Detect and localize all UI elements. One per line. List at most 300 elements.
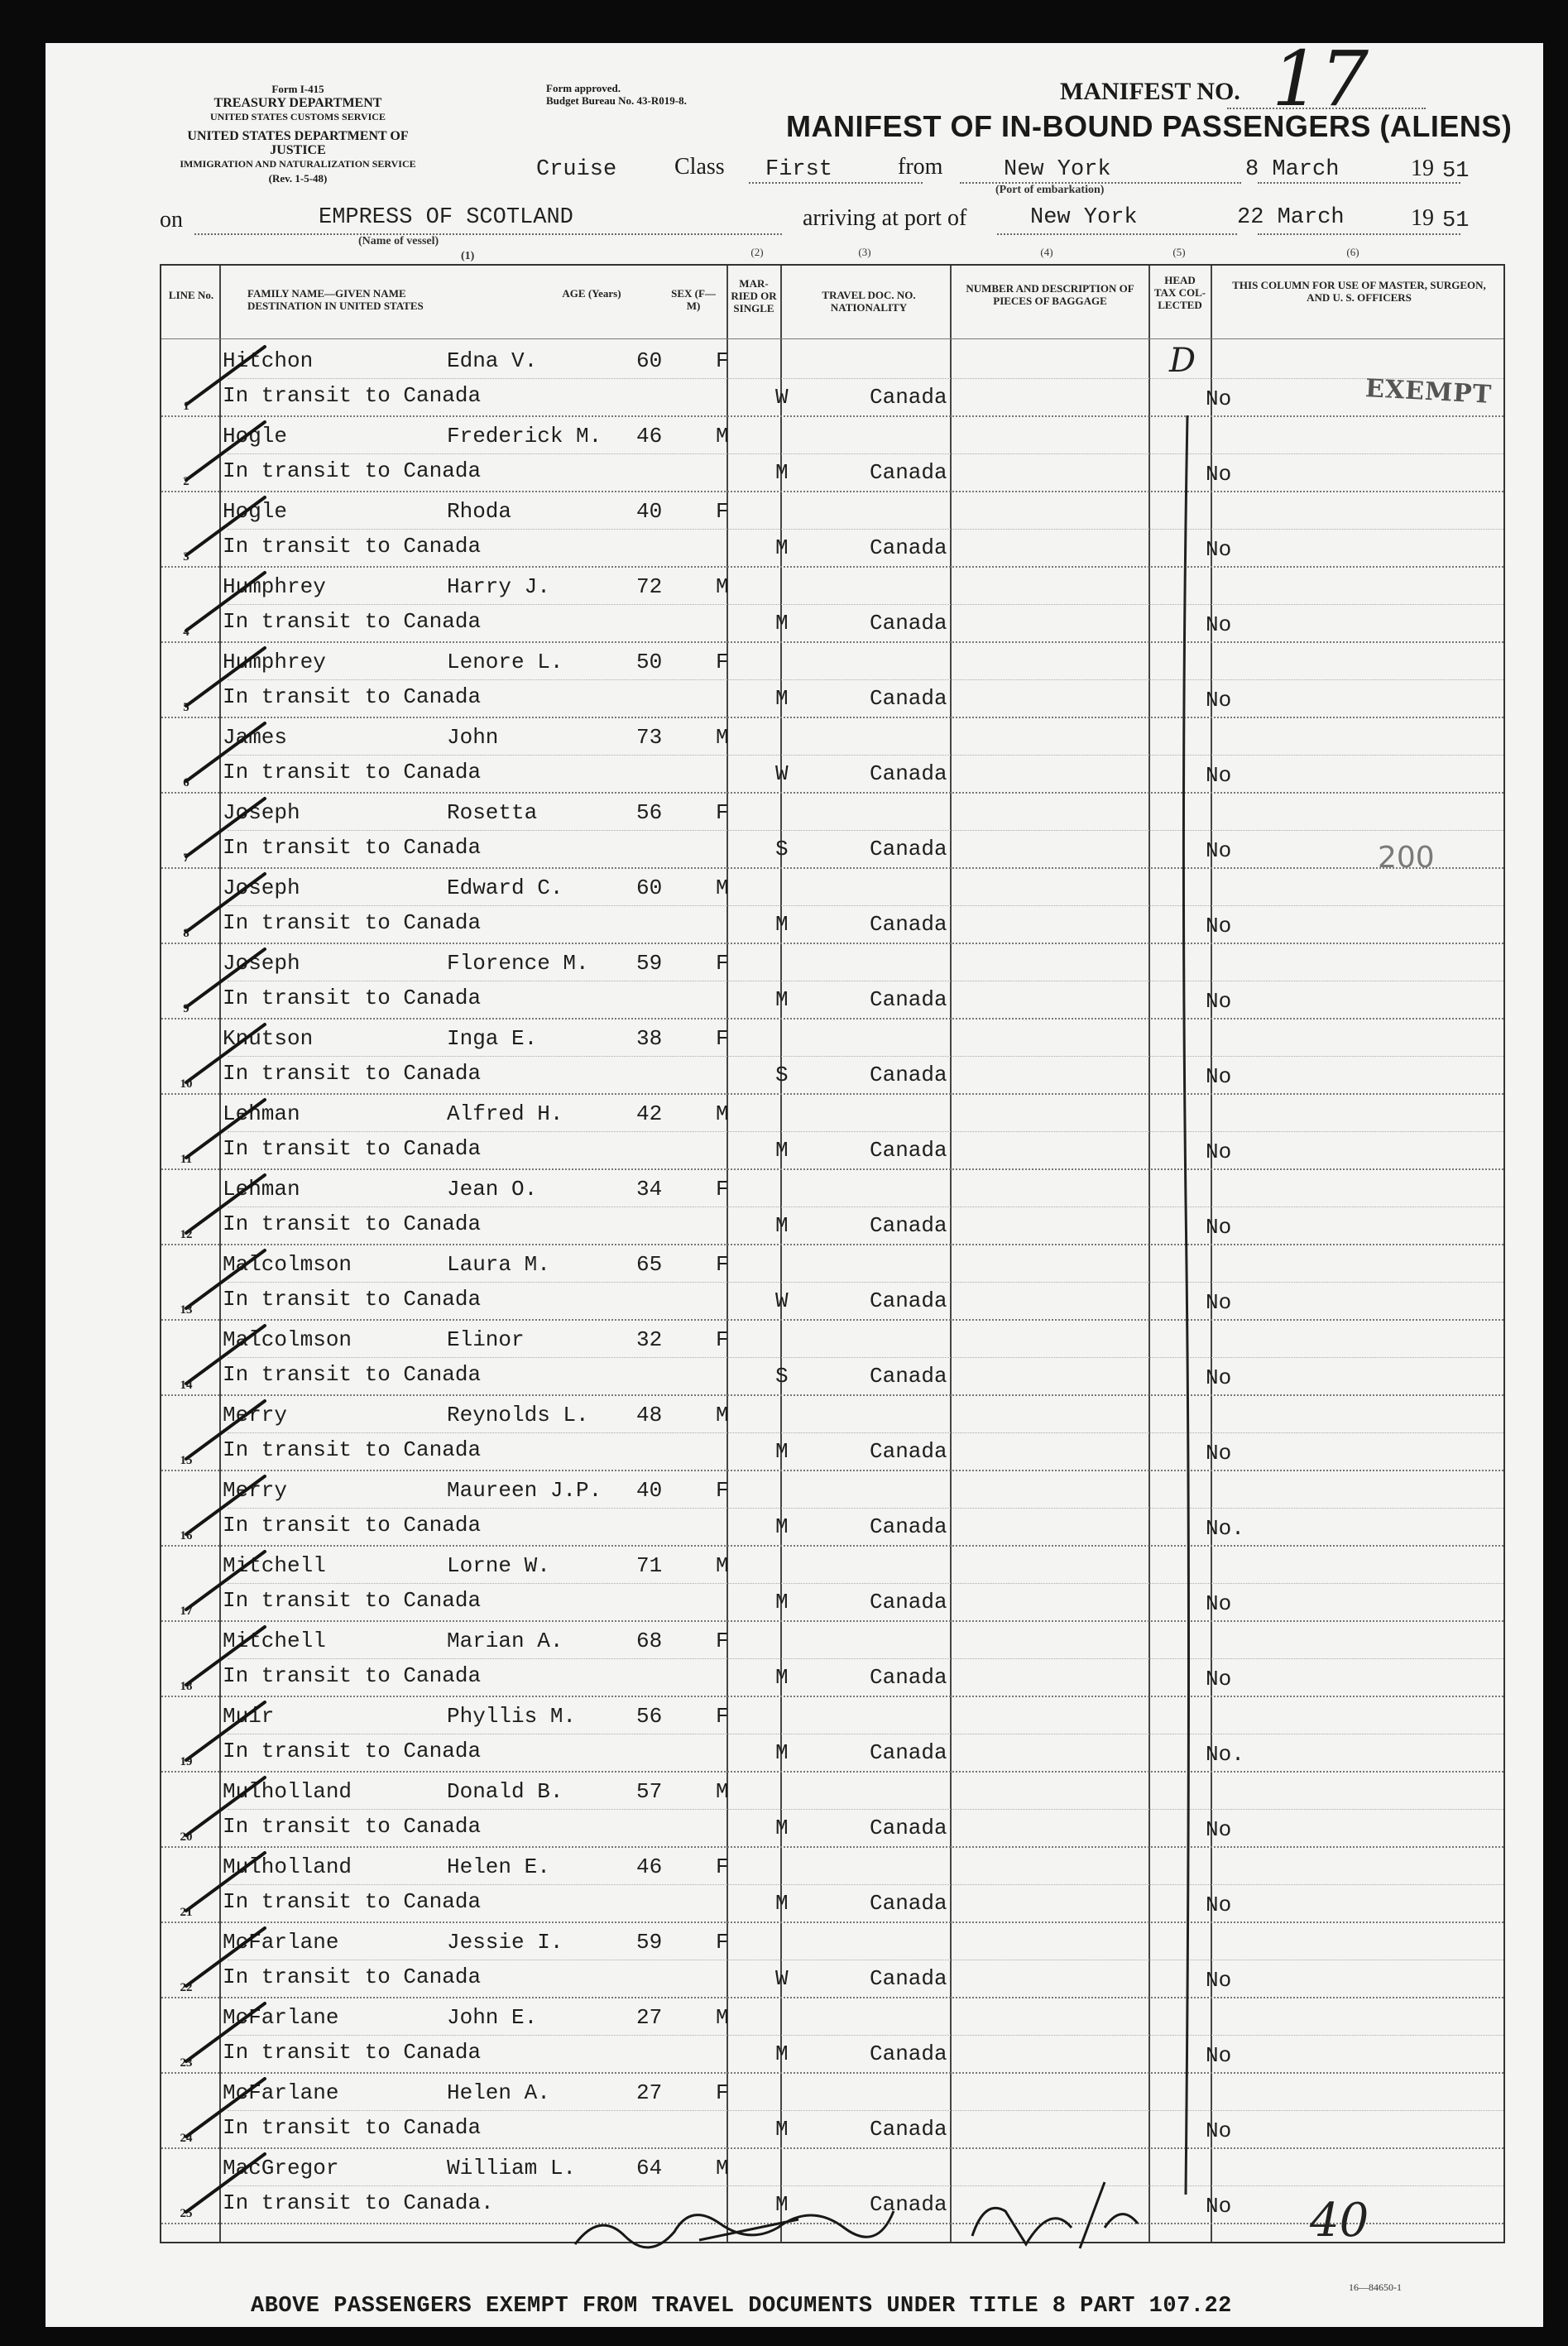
passenger-destination: In transit to Canada xyxy=(223,1588,482,1613)
passenger-given-name: Florence M. xyxy=(447,951,589,976)
passenger-sex: F xyxy=(716,1629,729,1653)
column-header-travel-doc: TRAVEL DOC. NO. NATIONALITY xyxy=(822,289,916,314)
passenger-nationality: Canada xyxy=(870,1138,947,1163)
passenger-given-name: Maureen J.P. xyxy=(447,1478,602,1503)
column-number-1: (1) xyxy=(461,250,475,262)
passenger-age: 56 xyxy=(636,800,663,825)
table-row xyxy=(161,568,1503,643)
passenger-family-name: Mitchell xyxy=(223,1629,326,1653)
arriving-label: arriving at port of xyxy=(803,205,967,231)
column-header-sex: SEX (F—M) xyxy=(671,287,716,312)
passenger-nationality: Canada xyxy=(870,1740,947,1765)
passenger-family-name: McFarlane xyxy=(223,2005,339,2030)
table-row xyxy=(161,718,1503,794)
passenger-age: 46 xyxy=(636,1854,663,1879)
table-row xyxy=(161,1471,1503,1547)
departure-date: 8 March xyxy=(1245,157,1340,182)
passenger-head-tax: No xyxy=(1206,1365,1232,1390)
passenger-given-name: William L. xyxy=(447,2156,577,2180)
passenger-marital-status: M xyxy=(775,686,789,711)
passenger-marital-status: M xyxy=(775,1665,789,1690)
passenger-given-name: Alfred H. xyxy=(447,1101,563,1126)
line-number: 20 xyxy=(180,1830,193,1844)
passenger-given-name: John xyxy=(447,725,499,750)
passenger-marital-status: M xyxy=(775,1590,789,1614)
passenger-destination: In transit to Canada xyxy=(223,1965,482,1989)
passenger-age: 71 xyxy=(636,1553,663,1578)
passenger-family-name: Mitchell xyxy=(223,1553,326,1578)
passenger-head-tax: No xyxy=(1206,2194,1232,2219)
passenger-head-tax: No xyxy=(1206,1591,1232,1616)
passenger-given-name: Laura M. xyxy=(447,1252,550,1277)
passenger-head-tax: No xyxy=(1206,1893,1232,1917)
passenger-age: 68 xyxy=(636,1629,663,1653)
table-row xyxy=(161,492,1503,568)
table-row xyxy=(161,1773,1503,1848)
passenger-destination: In transit to Canada xyxy=(223,1211,482,1236)
passenger-marital-status: S xyxy=(775,1364,789,1389)
arrival-year-prefix: 19 xyxy=(1411,205,1434,231)
passenger-sex: M xyxy=(716,725,729,750)
passenger-sex: F xyxy=(716,1026,729,1051)
passenger-marital-status: M xyxy=(775,1816,789,1840)
passenger-age: 40 xyxy=(636,1478,663,1503)
line-number: 15 xyxy=(180,1454,193,1467)
passenger-family-name: Malcolmson xyxy=(223,1327,352,1352)
passenger-marital-status: S xyxy=(775,1063,789,1087)
passenger-nationality: Canada xyxy=(870,611,947,636)
passenger-given-name: Lorne W. xyxy=(447,1553,550,1578)
line-number: 3 xyxy=(183,550,189,564)
passenger-destination: In transit to Canada xyxy=(223,1889,482,1914)
passenger-head-tax: No xyxy=(1206,1441,1232,1466)
passenger-age: 40 xyxy=(636,499,663,524)
passenger-sex: F xyxy=(716,348,729,373)
passenger-marital-status: M xyxy=(775,2117,789,2142)
line-number: 17 xyxy=(180,1605,193,1618)
passenger-sex: F xyxy=(716,2080,729,2105)
line-number: 16 xyxy=(180,1529,193,1542)
table-row xyxy=(161,1321,1503,1396)
passenger-nationality: Canada xyxy=(870,385,947,410)
form-approved: Form approved. xyxy=(546,82,621,94)
on-label: on xyxy=(160,207,183,233)
passenger-marital-status: M xyxy=(775,2041,789,2066)
passenger-age: 59 xyxy=(636,951,663,976)
passenger-destination: In transit to Canada xyxy=(223,910,482,935)
passenger-nationality: Canada xyxy=(870,535,947,560)
arrival-date: 22 March xyxy=(1237,205,1345,230)
passenger-destination: In transit to Canada xyxy=(223,1814,482,1839)
table-row xyxy=(161,1019,1503,1095)
passenger-age: 34 xyxy=(636,1177,663,1202)
cruise-label: Cruise xyxy=(536,157,617,182)
line-number: 10 xyxy=(180,1077,193,1091)
passenger-age: 59 xyxy=(636,1930,663,1955)
passenger-nationality: Canada xyxy=(870,1816,947,1840)
table-row xyxy=(161,643,1503,718)
passenger-given-name: Marian A. xyxy=(447,1629,563,1653)
passenger-sex: F xyxy=(716,1478,729,1503)
passenger-age: 56 xyxy=(636,1704,663,1729)
passenger-head-tax: No xyxy=(1206,2118,1232,2143)
line-number: 14 xyxy=(180,1379,193,1392)
port-of-embarkation: New York xyxy=(1004,157,1111,182)
passenger-nationality: Canada xyxy=(870,1665,947,1690)
passenger-destination: In transit to Canada xyxy=(223,2040,482,2065)
passenger-given-name: Elinor xyxy=(447,1327,525,1352)
passenger-nationality: Canada xyxy=(870,2117,947,2142)
approval-block xyxy=(546,82,687,107)
passenger-destination: In transit to Canada xyxy=(223,1287,482,1312)
passenger-age: 48 xyxy=(636,1403,663,1427)
passenger-given-name: Rosetta xyxy=(447,800,538,825)
passenger-nationality: Canada xyxy=(870,1966,947,1991)
ins-service: IMMIGRATION AND NATURALIZATION SERVICE xyxy=(180,158,416,170)
passenger-family-name: Lehman xyxy=(223,1177,300,1202)
passenger-marital-status: M xyxy=(775,1213,789,1238)
manifest-no-label: MANIFEST NO. xyxy=(1060,78,1240,105)
passenger-destination: In transit to Canada xyxy=(223,458,482,483)
passenger-destination: In transit to Canada xyxy=(223,1513,482,1538)
passenger-destination: In transit to Canada xyxy=(223,383,482,408)
passenger-given-name: Frederick M. xyxy=(447,424,602,449)
passenger-sex: F xyxy=(716,1177,729,1202)
passenger-age: 60 xyxy=(636,348,663,373)
passenger-nationality: Canada xyxy=(870,2192,947,2217)
passenger-family-name: Humphrey xyxy=(223,574,326,599)
column-number-4: (4) xyxy=(1040,246,1053,258)
passenger-destination: In transit to Canada xyxy=(223,1663,482,1688)
line-number: 22 xyxy=(180,1981,193,1994)
table-row xyxy=(161,1245,1503,1321)
passenger-age: 46 xyxy=(636,424,663,449)
column-header-name: FAMILY NAME—GIVEN NAME DESTINATION IN UNITED STATES xyxy=(247,287,424,312)
passenger-marital-status: M xyxy=(775,1439,789,1464)
passenger-head-tax: No xyxy=(1206,612,1232,637)
passenger-destination: In transit to Canada xyxy=(223,1362,482,1387)
passenger-given-name: Helen A. xyxy=(447,2080,550,2105)
passenger-destination: In transit to Canada xyxy=(223,609,482,634)
passenger-family-name: Malcolmson xyxy=(223,1252,352,1277)
passenger-marital-status: W xyxy=(775,385,789,410)
passenger-sex: M xyxy=(716,2005,729,2030)
passenger-head-tax: No xyxy=(1206,1064,1232,1089)
passenger-family-name: Hogle xyxy=(223,499,288,524)
table-row xyxy=(161,1697,1503,1773)
passenger-age: 38 xyxy=(636,1026,663,1051)
passenger-given-name: Lenore L. xyxy=(447,650,563,674)
passenger-marital-status: M xyxy=(775,987,789,1012)
passenger-nationality: Canada xyxy=(870,1063,947,1087)
passenger-age: 60 xyxy=(636,876,663,900)
passenger-family-name: Hitchon xyxy=(223,348,314,373)
line-number: 21 xyxy=(180,1906,193,1919)
passenger-sex: M xyxy=(716,1779,729,1804)
passenger-family-name: Joseph xyxy=(223,951,300,976)
budget-bureau: Budget Bureau No. 43-R019-8. xyxy=(546,94,687,107)
passenger-given-name: Jessie I. xyxy=(447,1930,563,1955)
table-row xyxy=(161,794,1503,869)
passenger-given-name: John E. xyxy=(447,2005,538,2030)
passenger-family-name: Joseph xyxy=(223,800,300,825)
passenger-marital-status: M xyxy=(775,1891,789,1916)
table-row xyxy=(161,1923,1503,1998)
passenger-nationality: Canada xyxy=(870,460,947,485)
passenger-marital-status: W xyxy=(775,1288,789,1313)
passenger-marital-status: M xyxy=(775,912,789,937)
passenger-sex: M xyxy=(716,1553,729,1578)
table-row xyxy=(161,1170,1503,1245)
agency-block xyxy=(161,82,434,185)
passenger-destination: In transit to Canada xyxy=(223,760,482,784)
passenger-destination: In transit to Canada xyxy=(223,1136,482,1161)
passenger-head-tax: No xyxy=(1206,2043,1232,2068)
passenger-head-tax: No. xyxy=(1206,1516,1244,1541)
passenger-age: 27 xyxy=(636,2005,663,2030)
passenger-family-name: Muir xyxy=(223,1704,275,1729)
passenger-nationality: Canada xyxy=(870,2041,947,2066)
passenger-nationality: Canada xyxy=(870,761,947,786)
departure-year-prefix: 19 xyxy=(1411,156,1434,181)
table-row xyxy=(161,1622,1503,1697)
table-row xyxy=(161,1848,1503,1923)
passenger-given-name: Donald B. xyxy=(447,1779,563,1804)
passenger-nationality: Canada xyxy=(870,1514,947,1539)
column-header-age: AGE (Years) xyxy=(562,287,621,300)
table-row xyxy=(161,342,1503,417)
column-header-officers: THIS COLUMN FOR USE OF MASTER, SURGEON, AND U. S. OFFICERS xyxy=(1232,279,1486,304)
passenger-marital-status: M xyxy=(775,1514,789,1539)
passenger-given-name: Helen E. xyxy=(447,1854,550,1879)
column-header-line-no: LINE No. xyxy=(168,289,214,301)
table-row xyxy=(161,1095,1503,1170)
passenger-age: 65 xyxy=(636,1252,663,1277)
passenger-sex: M xyxy=(716,1403,729,1427)
column-header-head-tax: HEAD TAX COL-LECTED xyxy=(1153,274,1206,311)
table-row xyxy=(161,944,1503,1019)
passenger-sex: M xyxy=(716,2156,729,2180)
passenger-family-name: Mulholland xyxy=(223,1779,352,1804)
passenger-destination: In transit to Canada xyxy=(223,2115,482,2140)
table-row xyxy=(161,417,1503,492)
passenger-head-tax: No xyxy=(1206,688,1232,712)
line-number: 12 xyxy=(180,1228,193,1241)
passenger-family-name: McFarlane xyxy=(223,2080,339,2105)
passenger-destination: In transit to Canada xyxy=(223,986,482,1010)
passenger-nationality: Canada xyxy=(870,1590,947,1614)
manifest-sheet xyxy=(46,35,1543,2327)
passenger-head-tax: No xyxy=(1206,1667,1232,1691)
passenger-age: 64 xyxy=(636,2156,663,2180)
passenger-family-name: Knutson xyxy=(223,1026,314,1051)
passenger-nationality: Canada xyxy=(870,1213,947,1238)
vessel-caption: (Name of vessel) xyxy=(358,235,439,247)
passenger-age: 57 xyxy=(636,1779,663,1804)
passenger-age: 27 xyxy=(636,2080,663,2105)
passenger-age: 50 xyxy=(636,650,663,674)
line-number: 2 xyxy=(183,475,189,488)
line-number: 23 xyxy=(180,2056,193,2070)
passenger-nationality: Canada xyxy=(870,1364,947,1389)
treasury-department: TREASURY DEPARTMENT xyxy=(213,96,382,110)
passenger-family-name: Lehman xyxy=(223,1101,300,1126)
passenger-sex: F xyxy=(716,1854,729,1879)
passenger-head-tax: No xyxy=(1206,838,1232,863)
line-number: 4 xyxy=(183,626,189,639)
line-number: 1 xyxy=(183,400,189,413)
passenger-given-name: Rhoda xyxy=(447,499,512,524)
manifest-title: MANIFEST OF IN-BOUND PASSENGERS (ALIENS) xyxy=(786,109,1513,143)
passenger-destination: In transit to Canada xyxy=(223,684,482,709)
passenger-given-name: Inga E. xyxy=(447,1026,538,1051)
table-row xyxy=(161,2149,1503,2224)
passenger-sex: F xyxy=(716,1930,729,1955)
passenger-marital-status: S xyxy=(775,837,789,861)
line-number: 9 xyxy=(183,1002,189,1015)
table-row xyxy=(161,869,1503,944)
passenger-family-name: McFarlane xyxy=(223,1930,339,1955)
passenger-sex: M xyxy=(716,1101,729,1126)
table-row xyxy=(161,1998,1503,2074)
line-number: 7 xyxy=(183,852,189,865)
passenger-marital-status: M xyxy=(775,460,789,485)
passenger-sex: M xyxy=(716,876,729,900)
passenger-destination: In transit to Canada. xyxy=(223,2190,494,2215)
line-number: 8 xyxy=(183,927,189,940)
line-number: 5 xyxy=(183,701,189,714)
exempt-stamp: EXEMPT xyxy=(1364,374,1493,410)
passenger-nationality: Canada xyxy=(870,1891,947,1916)
line-number: 19 xyxy=(180,1755,193,1768)
passenger-head-tax: No xyxy=(1206,763,1232,788)
class-label: Class xyxy=(674,154,725,180)
column-header-baggage: NUMBER AND DESCRIPTION OF PIECES OF BAGGAGE xyxy=(966,282,1134,307)
passenger-head-tax: No xyxy=(1206,914,1232,938)
form-number: Form I-415 xyxy=(271,83,324,95)
passenger-head-tax: No xyxy=(1206,1139,1232,1164)
passenger-marital-status: M xyxy=(775,1138,789,1163)
passenger-nationality: Canada xyxy=(870,686,947,711)
line-number: 25 xyxy=(180,2207,193,2220)
column-number-3: (3) xyxy=(858,246,871,258)
line-number: 24 xyxy=(180,2132,193,2145)
passenger-head-tax: No xyxy=(1206,1290,1232,1315)
departure-year: 51 xyxy=(1442,159,1470,184)
passenger-given-name: Harry J. xyxy=(447,574,550,599)
passenger-destination: In transit to Canada xyxy=(223,1437,482,1462)
line-number: 13 xyxy=(180,1303,193,1317)
passenger-head-tax: No. xyxy=(1206,1742,1244,1767)
passenger-age: 73 xyxy=(636,725,663,750)
passenger-head-tax: No xyxy=(1206,1968,1232,1993)
passenger-given-name: Edna V. xyxy=(447,348,538,373)
passenger-marital-status: W xyxy=(775,761,789,786)
exemption-footer: ABOVE PASSENGERS EXEMPT FROM TRAVEL DOCUMENTS UNDER TITLE 8 PART 107.22 xyxy=(251,2294,1232,2319)
passenger-table xyxy=(160,246,1505,2248)
passenger-family-name: Joseph xyxy=(223,876,300,900)
passenger-head-tax: No xyxy=(1206,537,1232,562)
passenger-sex: F xyxy=(716,499,729,524)
passenger-given-name: Jean O. xyxy=(447,1177,538,1202)
passenger-head-tax: No xyxy=(1206,1817,1232,1842)
revision: (Rev. 1-5-48) xyxy=(268,172,328,185)
passenger-head-tax: No xyxy=(1206,1215,1232,1240)
line-number: 6 xyxy=(183,776,189,789)
passenger-family-name: Humphrey xyxy=(223,650,326,674)
passenger-given-name: Reynolds L. xyxy=(447,1403,589,1427)
line-number: 18 xyxy=(180,1680,193,1693)
passenger-marital-status: M xyxy=(775,611,789,636)
table-row xyxy=(161,1396,1503,1471)
arrival-year: 51 xyxy=(1442,209,1470,233)
passenger-sex: F xyxy=(716,1704,729,1729)
passenger-age: 72 xyxy=(636,574,663,599)
head-tax-mark: D xyxy=(1169,342,1196,380)
customs-service: UNITED STATES CUSTOMS SERVICE xyxy=(210,111,386,122)
passenger-marital-status: M xyxy=(775,1740,789,1765)
passenger-family-name: Hogle xyxy=(223,424,288,449)
passenger-head-tax: No xyxy=(1206,989,1232,1014)
passenger-sex: F xyxy=(716,1252,729,1277)
passenger-family-name: Merry xyxy=(223,1478,288,1503)
count-annotation: 200 xyxy=(1378,841,1435,875)
passenger-sex: F xyxy=(716,951,729,976)
passenger-given-name: Edward C. xyxy=(447,876,563,900)
passenger-nationality: Canada xyxy=(870,837,947,861)
vessel-name: EMPRESS OF SCOTLAND xyxy=(319,205,573,230)
column-number-6: (6) xyxy=(1346,246,1359,258)
arrival-port: New York xyxy=(1030,205,1138,230)
passenger-nationality: Canada xyxy=(870,912,947,937)
passenger-sex: F xyxy=(716,650,729,674)
passenger-nationality: Canada xyxy=(870,987,947,1012)
passenger-destination: In transit to Canada xyxy=(223,534,482,559)
column-number-5: (5) xyxy=(1172,246,1186,258)
passenger-marital-status: M xyxy=(775,2192,789,2217)
column-header-married: MAR-RIED OR SINGLE xyxy=(731,277,777,314)
column-number-2: (2) xyxy=(750,246,764,258)
passenger-sex: M xyxy=(716,574,729,599)
passenger-family-name: Mulholland xyxy=(223,1854,352,1879)
passenger-marital-status: M xyxy=(775,535,789,560)
passenger-nationality: Canada xyxy=(870,1288,947,1313)
passenger-destination: In transit to Canada xyxy=(223,1061,482,1086)
passenger-family-name: James xyxy=(223,725,288,750)
final-annotation: 40 xyxy=(1310,2194,1369,2248)
print-code: 16—84650-1 xyxy=(1349,2281,1402,2293)
passenger-family-name: MacGregor xyxy=(223,2156,339,2180)
manifest-number: 17 xyxy=(1272,35,1369,123)
passenger-destination: In transit to Canada xyxy=(223,835,482,860)
port-embark-caption: (Port of embarkation) xyxy=(995,184,1105,196)
passenger-destination: In transit to Canada xyxy=(223,1739,482,1763)
line-number: 11 xyxy=(180,1153,193,1166)
passenger-nationality: Canada xyxy=(870,1439,947,1464)
table-row xyxy=(161,1547,1503,1622)
class-value: First xyxy=(765,157,833,182)
passenger-sex: M xyxy=(716,424,729,449)
passenger-sex: F xyxy=(716,1327,729,1352)
passenger-marital-status: W xyxy=(775,1966,789,1991)
passenger-head-tax: No xyxy=(1206,386,1232,411)
passenger-head-tax: No xyxy=(1206,462,1232,487)
passenger-given-name: Phyllis M. xyxy=(447,1704,577,1729)
justice-department: UNITED STATES DEPARTMENT OF JUSTICE xyxy=(187,129,409,157)
passenger-age: 32 xyxy=(636,1327,663,1352)
table-row xyxy=(161,2074,1503,2149)
passenger-age: 42 xyxy=(636,1101,663,1126)
